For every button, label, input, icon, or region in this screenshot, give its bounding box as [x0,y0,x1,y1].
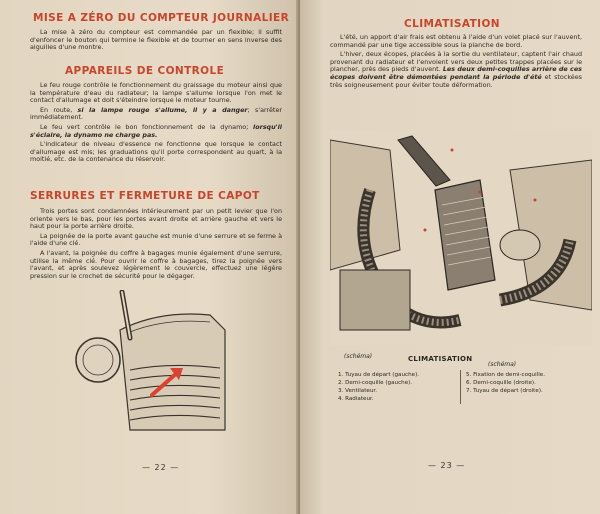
locks-hood-text [30,208,282,282]
legend-divider [460,370,461,404]
car-front-hood-illustration [60,290,230,450]
legend-item: 4. Radiateur. [338,396,374,402]
paragraph [30,107,282,122]
legend-item: 7. Tuyau de départ (droite). [466,388,543,394]
paragraph [30,124,282,139]
emphasis-text: lorsqu'il s'éclaire, la dynamo ne charge pas. [30,122,282,139]
paragraph: La mise à zéro du compteur est commandée par un flexible; il suffit d'enfoncer le bouton qui termine le flexible et de tourner en sens inverse des aiguilles d'une montre. [30,28,282,52]
text-run: L'hiver, deux écopes, placées à la sortie du ventilateur, captent l'air chaud provenant du radiateur et l'envoient vers deux petites trappes placées sur le plancher, près des pieds d'auvent. [330,50,582,74]
text-run: Le feu vert contrôle le bon fonctionnement de la dynamo; [40,122,253,131]
odometer-reset-text [30,29,282,54]
heading-locks-hood: SERRURES ET FERMETURE DE CAPOT [30,190,260,202]
legend-item: 2. Demi-coquille (gauche). [338,380,413,386]
climatisation-engine-illustration [330,130,592,345]
legend-item: 6. Demi-coquille (droite). [466,380,536,386]
emphasis-text: si la lampe rouge s'allume, il y a danger [77,105,248,114]
page-number-23: — 23 — [428,461,466,470]
heading-climatisation: CLIMATISATION [404,18,500,30]
paragraph: La poignée de la porte avant gauche est munie d'une serrure et se ferme à l'aide d'une clé. [30,231,282,248]
legend-item: 1. Tuyau de départ (gauche). [338,372,420,378]
text-run: En route, [40,105,78,114]
emphasis-text: Les deux demi-coquilles arrière de ces écopes doivent être démontées pendant la période d'été [330,65,582,81]
paragraph: L'été, un apport d'air frais est obtenu à l'aide d'un volet placé sur l'auvent, commandé par une tige accessible sous la planche de bord. [330,33,582,49]
control-devices-text [30,82,282,166]
legend-left-column [338,371,458,403]
heading-control-devices: APPAREILS DE CONTROLE [65,65,225,77]
right-page [300,0,600,514]
paragraph: Trois portes sont condamnées intérieurement par un petit levier que l'on oriente vers le bas, pour les portes avant droite et arrière gauche et vers le haut pour la porte arrière droite. [30,207,282,231]
legend-right-column [466,371,586,395]
legend-item: 3. Ventilateur. [338,388,377,394]
paragraph: Le feu rouge contrôle le fonctionnement du graissage du moteur ainsi que la température d'eau du radiateur; la lampe s'allume lorsque l'on met le contact d'allumage et doit s'éteindre lorsque le moteur tourne. [30,81,282,105]
paragraph: A l'avant, la poignée du coffre à bagages munie également d'une serrure, utilise la même clé. Pour ouvrir le coffre à bagages, tirez la poignée vers l'avant, et après soulevez légèrement le couvercle, effectuez une légère pression sur le crochet de sécurité pour le dégager. [30,248,282,280]
legend-title: CLIMATISATION [408,355,473,363]
page-number-22: — 22 — [142,463,180,472]
legend-item: 5. Fixation de demi-coquille. [466,372,545,378]
paragraph [330,51,582,89]
text-run: et stockées très soigneusement pour éviter toute déformation. [330,72,582,89]
figure-tag-right: (schéma) [488,361,517,368]
heading-odometer-reset: MISE A ZÉRO DU COMPTEUR JOURNALIER [33,12,290,24]
text-run: ; s'arrêter immédiatement. [30,105,282,122]
paragraph: L'indicateur de niveau d'essence ne fonctionne que lorsque le contact d'allumage est mis; les graduations qu'il porte correspondent au quart, à la moitié, etc. de la contenance du réservoir. [30,140,282,164]
climatisation-text [330,34,582,91]
figure-tag-left: (schéma) [344,353,373,360]
